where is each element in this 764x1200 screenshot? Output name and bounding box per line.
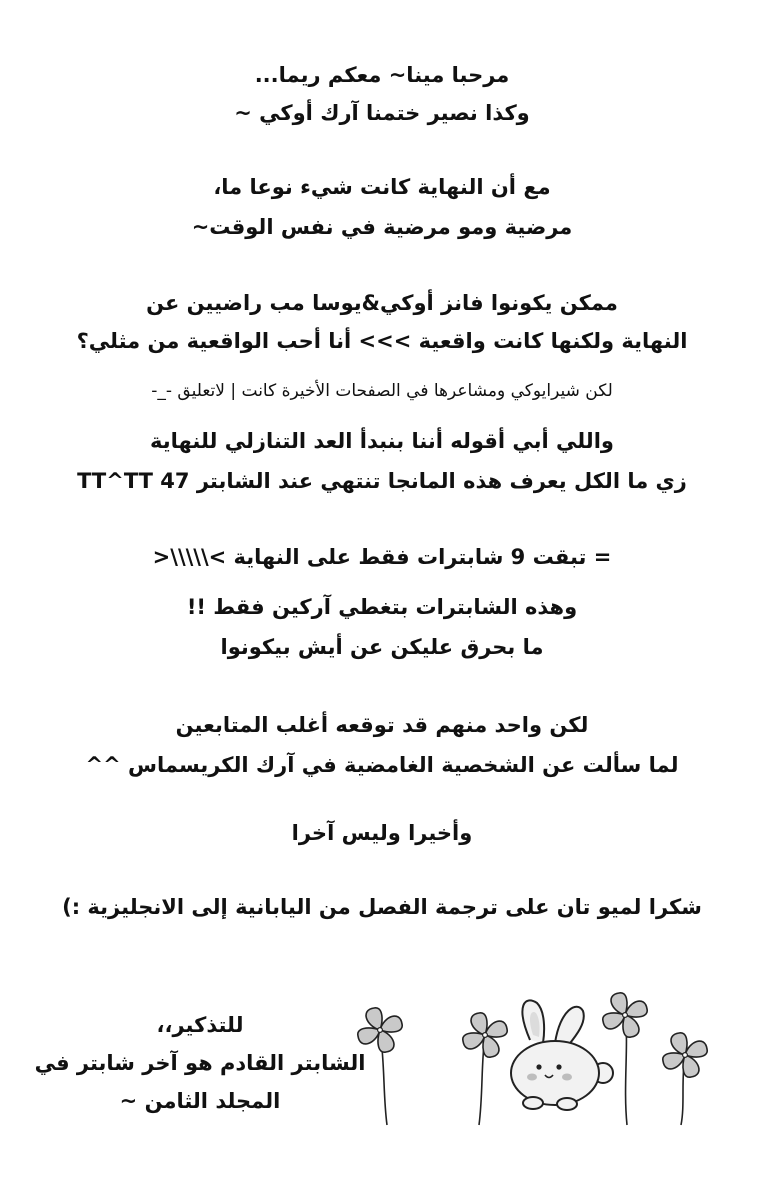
text-line-arc-finished: وكذا نصير ختمنا آرك أوكي ~ bbox=[234, 101, 530, 125]
text-line-countdown: واللي أبي أقوله أننا بنبدأ العد التنازلي للنهاية bbox=[150, 429, 614, 453]
clover-icon bbox=[663, 1033, 707, 1125]
text-line-two-arcs: وهذه الشابترات بتغطي آركين فقط !! bbox=[186, 595, 578, 619]
text-line-predicted: لكن واحد منهم قد توقعه أغلب المتابعين bbox=[175, 713, 589, 737]
text-line-chapter-47: زي ما الكل يعرف هذه المانجا تنتهي عند الشابتر 47 TT^TT bbox=[77, 469, 687, 493]
text-line-satisfying: مرضية ومو مرضية في نفس الوقت~ bbox=[191, 215, 573, 239]
footer-line-reminder: للتذكير،، bbox=[156, 1013, 244, 1037]
text-line-greeting: مرحبا مينا~ معكم ريما... bbox=[254, 63, 510, 87]
clover-icon bbox=[603, 993, 647, 1125]
text-line-last-but-not-least: وأخيرا وليس آخرا bbox=[291, 821, 473, 845]
text-line-ending-sort-of: مع أن النهاية كانت شيء نوعا ما، bbox=[213, 175, 551, 199]
text-line-nine-chapters: = تبقت 9 شابترات فقط على النهاية >\\\\\< bbox=[152, 545, 612, 569]
text-line-fans: ممكن يكونوا فانز أوكي&يوسا مب راضيين عن bbox=[146, 291, 618, 315]
text-line-realistic: النهاية ولكنها كانت واقعية >>> أنا أحب الواقعية من مثلي؟ bbox=[76, 329, 688, 353]
clover-icon bbox=[463, 1013, 507, 1125]
rabbit-clover-illustration bbox=[355, 985, 725, 1135]
footer-line-next-chapter: الشابتر القادم هو آخر شابتر في bbox=[34, 1051, 366, 1075]
text-line-christmas-arc: لما سألت عن الشخصية الغامضية في آرك الكريسماس ^^ bbox=[85, 753, 679, 777]
clover-icon bbox=[358, 1008, 402, 1125]
text-line-no-spoilers: ما بحرق عليكن عن أيش بيكونوا bbox=[220, 635, 544, 659]
footer-line-volume-eight: المجلد الثامن ~ bbox=[119, 1089, 281, 1113]
text-line-thanks: شكرا لميو تان على ترجمة الفصل من اليابانية إلى الانجليزية :) bbox=[62, 895, 702, 919]
rabbit-icon bbox=[511, 1000, 613, 1110]
text-line-shirayuki: لكن شيرايوكي ومشاعرها في الصفحات الأخيرة كانت | لاتعليق -_- bbox=[151, 381, 613, 401]
